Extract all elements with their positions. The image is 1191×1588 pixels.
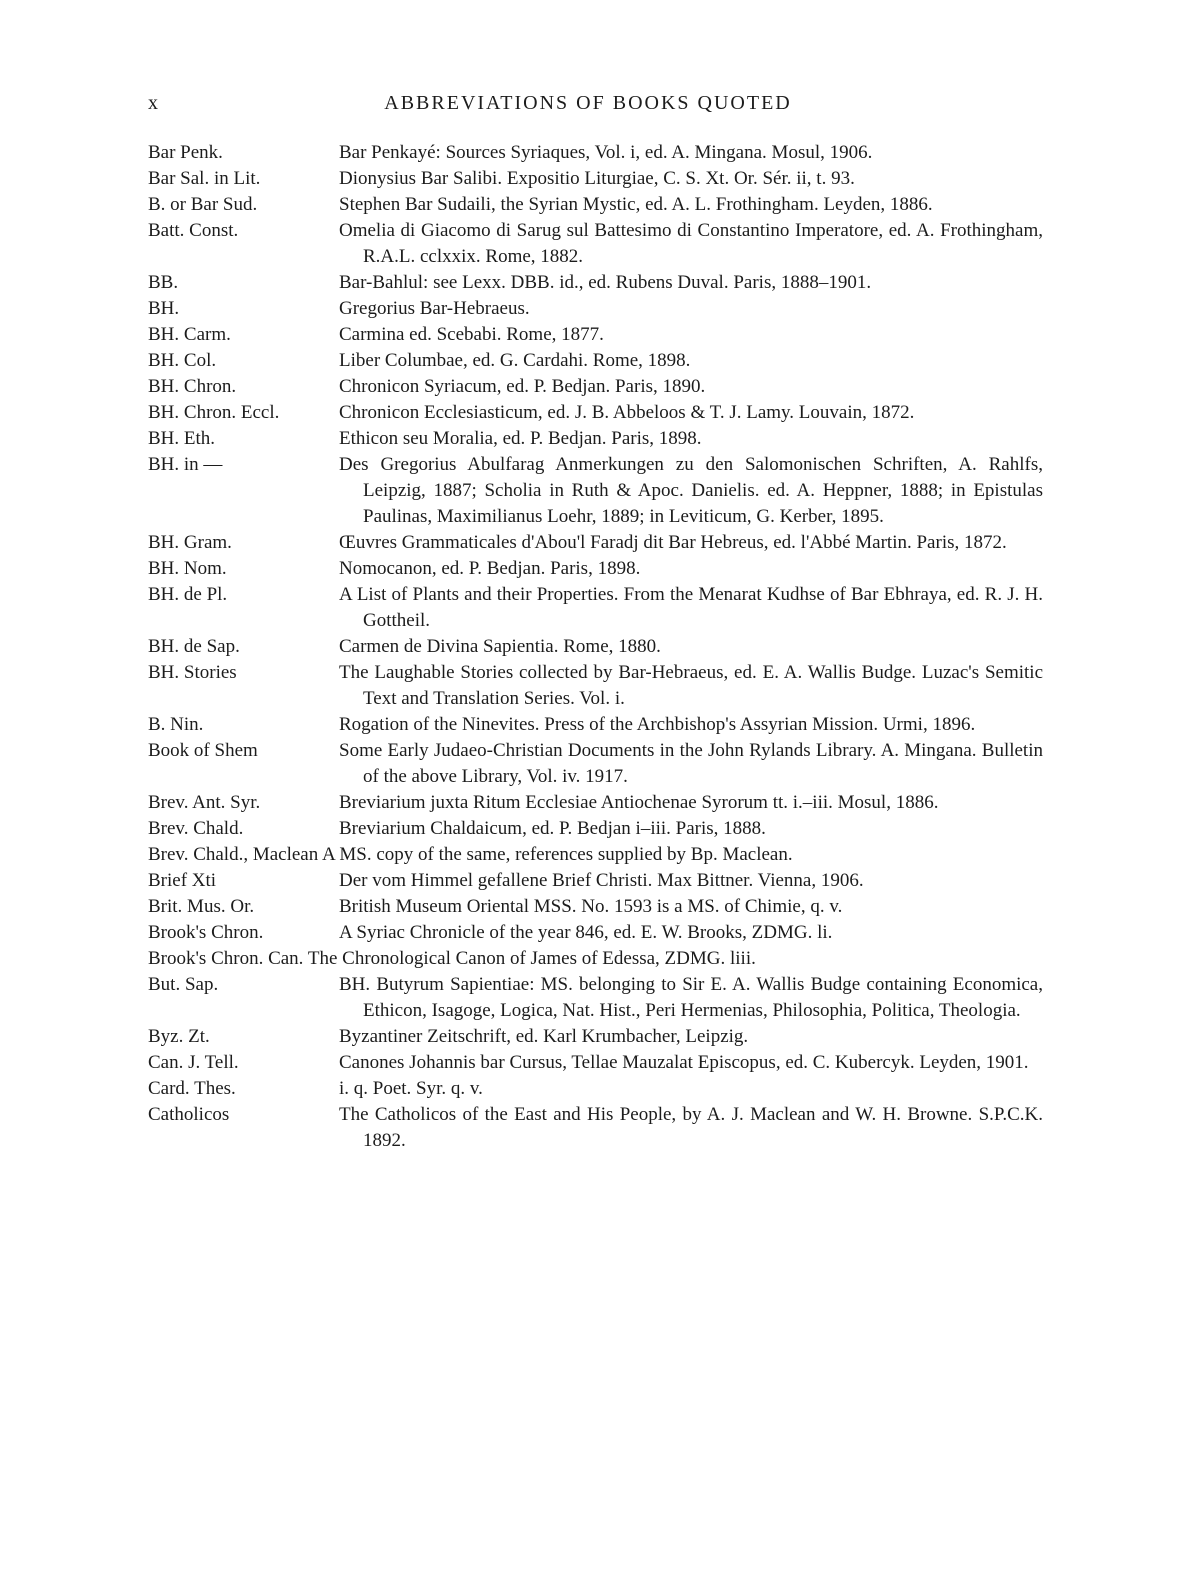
abbreviation-entry	[0, 1102, 1191, 1154]
entry-abbreviation: BB.	[148, 272, 179, 293]
entry-description: Breviarium Chaldaicum, ed. P. Bedjan i–iii. Paris, 1888.	[339, 818, 766, 839]
entry-description: Carmina ed. Scebabi. Rome, 1877.	[339, 324, 604, 345]
entry-description: Nomocanon, ed. P. Bedjan. Paris, 1898.	[339, 558, 641, 579]
entry-abbreviation: Brief Xti	[148, 870, 217, 891]
abbreviation-entry	[0, 634, 1191, 660]
entry-description: Bar Penkayé: Sources Syriaques, Vol. i, ed. A. Mingana. Mosul, 1906.	[339, 142, 873, 163]
entry-abbreviation: But. Sap.	[148, 974, 219, 995]
abbreviation-entry	[0, 920, 1191, 946]
entry-description: British Museum Oriental MSS. No. 1593 is a MS. of Chimie, q. v.	[339, 896, 843, 917]
entry-description: Canones Johannis bar Cursus, Tellae Mauzalat Episcopus, ed. C. Kubercyk. Leyden, 1901.	[339, 1052, 1029, 1073]
entry-description: Omelia di Giacomo di Sarug sul Battesimo di Constantino Imperatore, ed. A. Frothingham, R.A.L. cclxxix. Rome, 1882.	[339, 220, 1043, 267]
abbreviation-entry	[0, 426, 1191, 452]
entry-abbreviation: BH. Nom.	[148, 558, 227, 579]
entry-abbreviation: BH. de Sap.	[148, 636, 240, 657]
entry-abbreviation: Byz. Zt.	[148, 1026, 210, 1047]
entry-abbreviation: Card. Thes.	[148, 1078, 236, 1099]
entry-abbreviation: Brook's Chron. Can.	[148, 948, 304, 969]
abbreviation-entry	[0, 452, 1191, 530]
abbreviation-entry	[0, 972, 1191, 1024]
abbreviation-entry	[0, 400, 1191, 426]
entry-abbreviation: BH. in —	[148, 454, 223, 475]
entry-description: Liber Columbae, ed. G. Cardahi. Rome, 1898.	[339, 350, 691, 371]
entry-abbreviation: BH. Chron. Eccl.	[148, 402, 280, 423]
entry-description: Byzantiner Zeitschrift, ed. Karl Krumbacher, Leipzig.	[339, 1026, 749, 1047]
entry-description: i. q. Poet. Syr. q. v.	[339, 1078, 483, 1099]
entry-description: Breviarium juxta Ritum Ecclesiae Antiochenae Syrorum tt. i.–iii. Mosul, 1886.	[339, 792, 939, 813]
abbreviation-entry	[0, 140, 1191, 166]
abbreviation-entry	[0, 322, 1191, 348]
entry-description: BH. Butyrum Sapientiae: MS. belonging to Sir E. A. Wallis Budge containing Economica, Ethicon, Isagoge, Logica, Nat. Hist., Peri Hermenias, Philosophia, Politica, Theologia.	[339, 974, 1043, 1021]
entry-description: Des Gregorius Abulfarag Anmerkungen zu den Salomonischen Schriften, A. Rahlfs, Leipzig, 1887; Scholia in Ruth & Apoc. Danielis. ed. A. Heppner, 1888; in Epistulas Paulinas, Maximilianus Loehr, 1889; in Leviticum, G. Kerber, 1895.	[339, 454, 1043, 527]
entry-description: Der vom Himmel gefallene Brief Christi. Max Bittner. Vienna, 1906.	[339, 870, 864, 891]
entry-abbreviation: BH. Chron.	[148, 376, 237, 397]
entry-description: Some Early Judaeo-Christian Documents in the John Rylands Library. A. Mingana. Bulletin of the above Library, Vol. iv. 1917.	[339, 740, 1043, 787]
abbreviation-entry	[0, 530, 1191, 556]
entry-abbreviation: Brook's Chron.	[148, 922, 264, 943]
abbreviation-entry	[0, 1076, 1191, 1102]
abbreviation-entry	[0, 868, 1191, 894]
entry-description: Stephen Bar Sudaili, the Syrian Mystic, ed. A. L. Frothingham. Leyden, 1886.	[339, 194, 933, 215]
entry-abbreviation: Batt. Const.	[148, 220, 239, 241]
entry-description: The Catholicos of the East and His People, by A. J. Maclean and W. H. Browne. S.P.C.K. 1892.	[339, 1104, 1043, 1151]
abbreviation-entry	[0, 712, 1191, 738]
entry-description: Ethicon seu Moralia, ed. P. Bedjan. Paris, 1898.	[339, 428, 702, 449]
entry-abbreviation: B. Nin.	[148, 714, 204, 735]
page-header	[148, 92, 1028, 122]
abbreviation-list	[0, 140, 1191, 1154]
entry-description: A MS. copy of the same, references supplied by Bp. Maclean.	[321, 844, 793, 865]
entry-description: Bar-Bahlul: see Lexx. DBB. id., ed. Rubens Duval. Paris, 1888–1901.	[339, 272, 872, 293]
abbreviation-entry	[0, 842, 1191, 868]
abbreviation-entry	[0, 192, 1191, 218]
abbreviation-entry	[0, 556, 1191, 582]
entry-description: Carmen de Divina Sapientia. Rome, 1880.	[339, 636, 661, 657]
running-title: ABBREVIATIONS OF BOOKS QUOTED	[384, 92, 792, 114]
entry-abbreviation: Catholicos	[148, 1104, 230, 1125]
entry-abbreviation: BH. Gram.	[148, 532, 232, 553]
entry-full-line	[148, 842, 1018, 868]
entry-abbreviation: Brev. Chald.	[148, 818, 244, 839]
entry-description: Gregorius Bar-Hebraeus.	[339, 298, 530, 319]
entry-abbreviation: BH. de Pl.	[148, 584, 228, 605]
entry-description: Chronicon Syriacum, ed. P. Bedjan. Paris, 1890.	[339, 376, 706, 397]
entry-abbreviation: Book of Shem	[148, 740, 258, 761]
abbreviation-entry	[0, 270, 1191, 296]
entry-abbreviation: BH. Eth.	[148, 428, 216, 449]
entry-abbreviation: Brev. Ant. Syr.	[148, 792, 261, 813]
entry-full-line	[148, 946, 1018, 972]
entry-abbreviation: B. or Bar Sud.	[148, 194, 258, 215]
abbreviation-entry	[0, 790, 1191, 816]
entry-abbreviation: Brit. Mus. Or.	[148, 896, 255, 917]
abbreviation-entry	[0, 1050, 1191, 1076]
abbreviation-entry	[0, 374, 1191, 400]
abbreviation-entry	[0, 296, 1191, 322]
entry-description: A List of Plants and their Properties. From the Menarat Kudhse of Bar Ebhraya, ed. R. J. H. Gottheil.	[339, 584, 1043, 631]
entry-abbreviation: Can. J. Tell.	[148, 1052, 239, 1073]
entry-abbreviation: BH. Col.	[148, 350, 217, 371]
entry-description: A Syriac Chronicle of the year 846, ed. E. W. Brooks, ZDMG. li.	[339, 922, 833, 943]
abbreviation-entry	[0, 946, 1191, 972]
abbreviation-entry	[0, 816, 1191, 842]
entry-abbreviation: BH. Carm.	[148, 324, 231, 345]
abbreviation-entry	[0, 660, 1191, 712]
entry-description: The Laughable Stories collected by Bar-Hebraeus, ed. E. A. Wallis Budge. Luzac's Semitic Text and Translation Series. Vol. i.	[339, 662, 1043, 709]
entry-description: Chronicon Ecclesiasticum, ed. J. B. Abbeloos & T. J. Lamy. Louvain, 1872.	[339, 402, 915, 423]
abbreviation-entry	[0, 582, 1191, 634]
abbreviation-entry	[0, 894, 1191, 920]
abbreviation-entry	[0, 218, 1191, 270]
entry-abbreviation: BH.	[148, 298, 180, 319]
entry-abbreviation: BH. Stories	[148, 662, 237, 683]
entry-description: Œuvres Grammaticales d'Abou'l Faradj dit Bar Hebreus, ed. l'Abbé Martin. Paris, 1872.	[339, 532, 1007, 553]
abbreviation-entry	[0, 738, 1191, 790]
entry-description: Rogation of the Ninevites. Press of the Archbishop's Assyrian Mission. Urmi, 1896.	[339, 714, 976, 735]
entry-abbreviation: Brev. Chald., Maclean	[148, 844, 319, 865]
abbreviation-entry	[0, 1024, 1191, 1050]
page-number: x	[148, 92, 159, 114]
abbreviation-entry	[0, 348, 1191, 374]
entry-description: The Chronological Canon of James of Edessa, ZDMG. liii.	[307, 948, 756, 969]
entry-description: Dionysius Bar Salibi. Expositio Liturgiae, C. S. Xt. Or. Sér. ii, t. 93.	[339, 168, 855, 189]
entry-abbreviation: Bar Sal. in Lit.	[148, 168, 261, 189]
entry-abbreviation: Bar Penk.	[148, 142, 223, 163]
abbreviation-entry	[0, 166, 1191, 192]
